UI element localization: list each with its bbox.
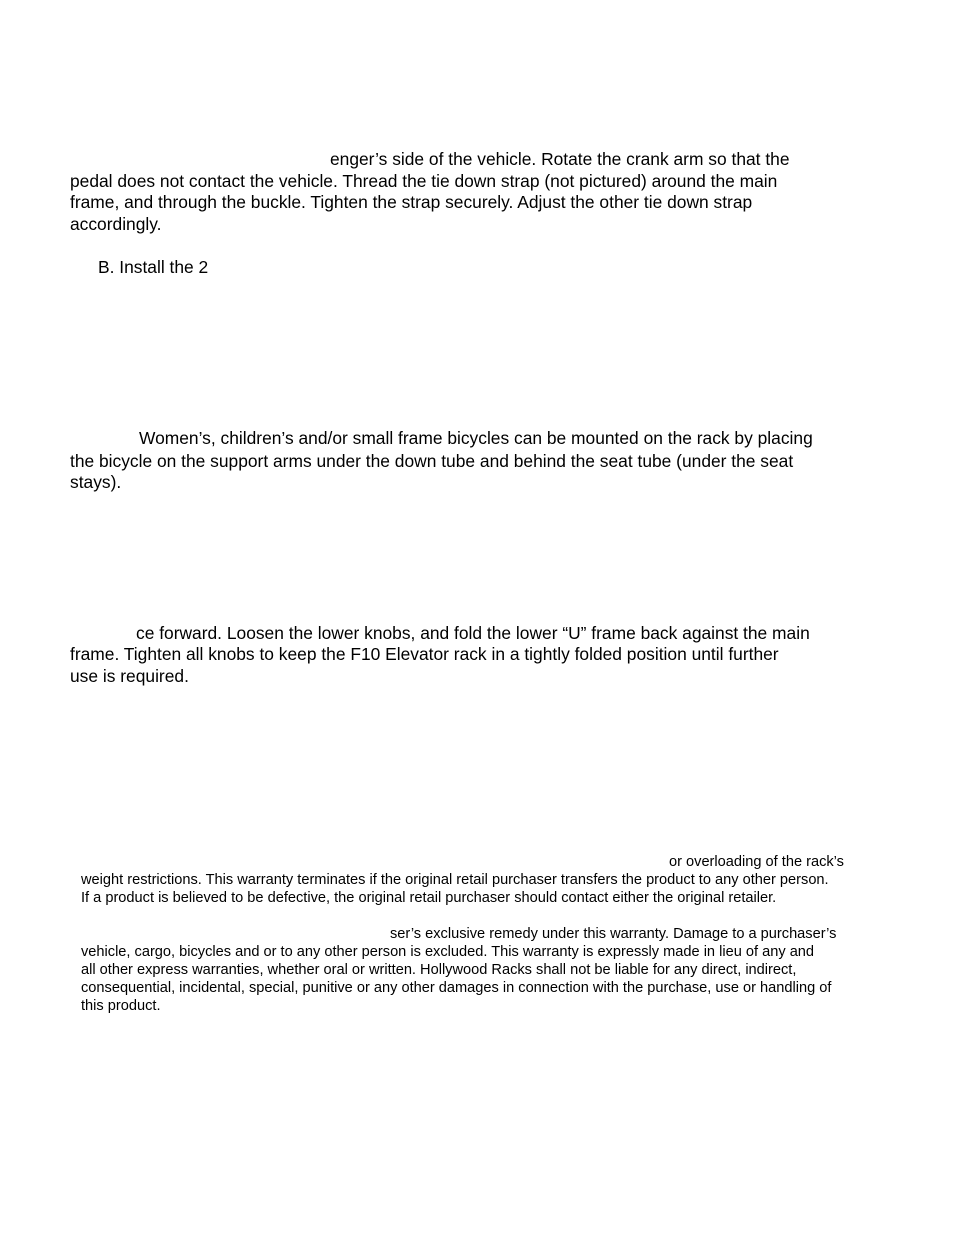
paragraph-line: Women’s, children’s and/or small frame bicycles can be mounted on the rack by placing	[139, 428, 813, 448]
warranty-line: all other express warranties, whether oral or written. Hollywood Racks shall not be liable for any direct, indirect,	[81, 962, 797, 978]
paragraph-line: pedal does not contact the vehicle. Thread the tie down strap (not pictured) around the main	[70, 171, 778, 191]
paragraph-line: stays).	[70, 472, 122, 492]
paragraph-line: the bicycle on the support arms under the down tube and behind the seat tube (under the seat	[70, 451, 794, 471]
warranty-line: weight restrictions. This warranty terminates if the original retail purchaser transfers the product to any other person.	[81, 872, 829, 888]
warranty-line: or overloading of the rack’s	[669, 854, 844, 870]
warranty-line: ser’s exclusive remedy under this warranty. Damage to a purchaser’s	[390, 926, 837, 942]
warranty-line: this product.	[81, 998, 161, 1014]
warranty-line: vehicle, cargo, bicycles and or to any other person is excluded. This warranty is expressly made in lieu of any and	[81, 944, 815, 960]
paragraph-line: frame. Tighten all knobs to keep the F10 Elevator rack in a tightly folded position until further	[70, 644, 779, 664]
step-b-heading: B. Install the 2	[98, 257, 209, 277]
paragraph-line: frame, and through the buckle. Tighten the strap securely. Adjust the other tie down strap	[70, 192, 753, 212]
paragraph-line: ce forward. Loosen the lower knobs, and fold the lower “U” frame back against the main	[136, 623, 810, 643]
paragraph-line: enger’s side of the vehicle. Rotate the crank arm so that the	[330, 149, 790, 169]
paragraph-line: use is required.	[70, 666, 189, 686]
warranty-line: If a product is believed to be defective, the original retail purchaser should contact either the original retailer.	[81, 890, 777, 906]
warranty-line: consequential, incidental, special, punitive or any other damages in connection with the purchase, use or handling of	[81, 980, 832, 996]
paragraph-line: accordingly.	[70, 214, 162, 234]
